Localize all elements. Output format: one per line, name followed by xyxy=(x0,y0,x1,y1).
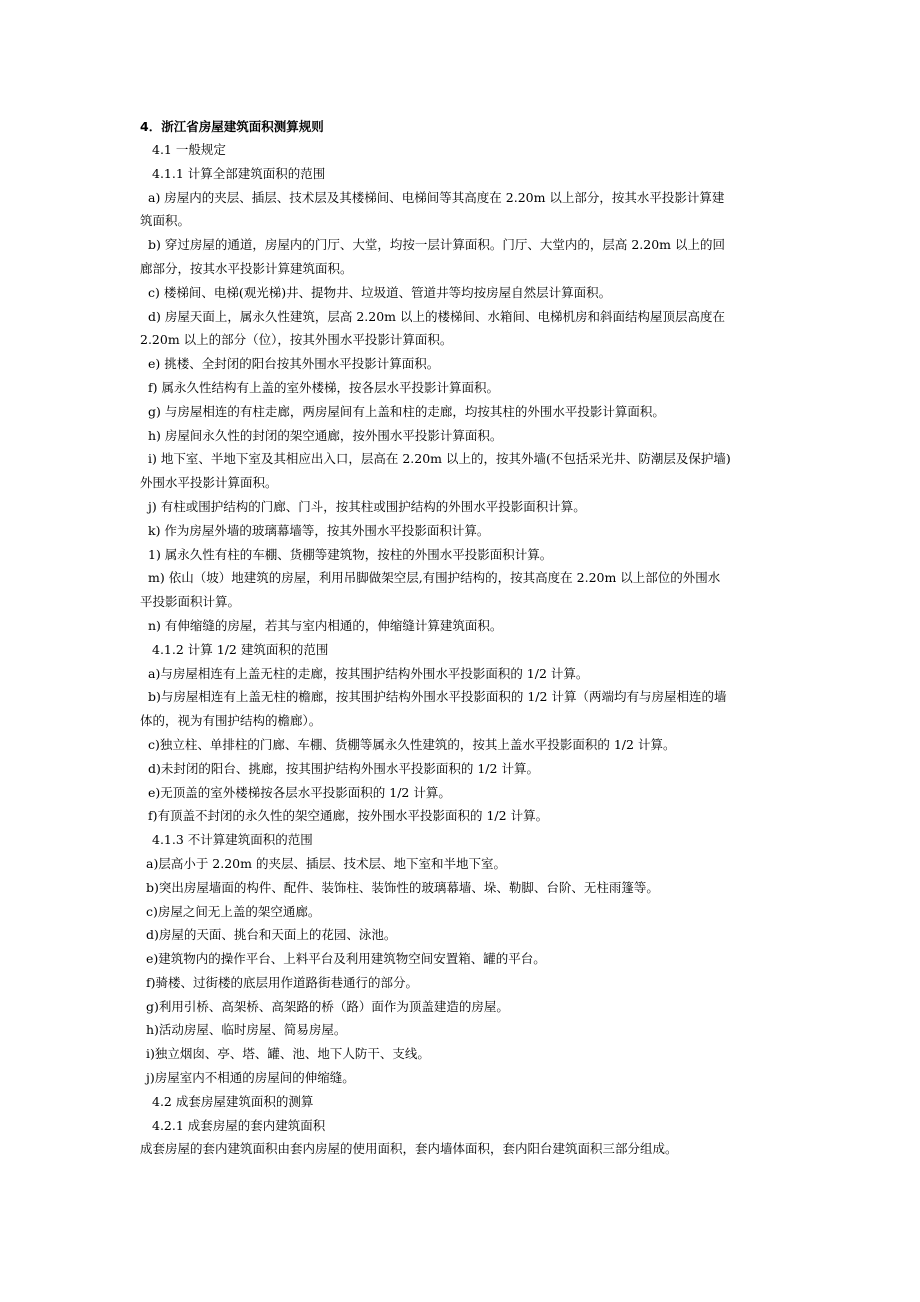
section-title: 4．浙江省房屋建筑面积测算规则 xyxy=(140,119,324,134)
paragraph-line: b)突出房屋墙面的构件、配件、装饰柱、装饰性的玻璃幕墙、垛、勒脚、台阶、无柱雨篷等。 xyxy=(146,879,659,895)
paragraph-line: d)房屋的天面、挑台和天面上的花园、泳池。 xyxy=(146,927,397,943)
paragraph-line: c)独立柱、单排柱的门廊、车棚、货棚等属永久性建筑的，按其上盖水平投影面积的 1/2 计算。 xyxy=(148,736,676,752)
paragraph-line: 体的，视为有围护结构的檐廊）。 xyxy=(140,713,322,729)
paragraph-line: c) 楼梯间、电梯(观光梯)井、提物井、垃圾道、管道井等均按房屋自然层计算面积。 xyxy=(148,284,612,300)
paragraph-line: e) 挑楼、全封闭的阳台按其外围水平投影计算面积。 xyxy=(148,356,440,372)
document-page xyxy=(140,116,790,1161)
paragraph-line: b) 穿过房屋的通道，房屋内的门厅、大堂，均按一层计算面积。门厅、大堂内的，层高 2.20m 以上的回 xyxy=(148,237,725,253)
paragraph-line: b)与房屋相连有上盖无柱的檐廊，按其围护结构外围水平投影面积的 1/2 计算（两端均有与房屋相连的墙 xyxy=(148,689,727,705)
paragraph-line: d)未封闭的阳台、挑廊，按其围护结构外围水平投影面积的 1/2 计算。 xyxy=(148,760,539,776)
paragraph-line: 2.20m 以上的部分（位），按其外围水平投影计算面积。 xyxy=(140,332,453,348)
paragraph-line: 外围水平投影计算面积。 xyxy=(140,475,278,491)
heading-4-2: 4.2 成套房屋建筑面积的测算 xyxy=(152,1093,314,1109)
paragraph-line: d) 房屋天面上，属永久性建筑，层高 2.20m 以上的楼梯间、水箱间、电梯机房和斜面结构屋顶层高度在 xyxy=(148,308,725,324)
paragraph-line: n) 有伸缩缝的房屋，若其与室内相通的，伸缩缝计算建筑面积。 xyxy=(148,617,503,633)
paragraph-line: 成套房屋的套内建筑面积由套内房屋的使用面积，套内墙体面积，套内阳台建筑面积三部分组成。 xyxy=(140,1141,678,1157)
paragraph-line: e)无顶盖的室外楼梯按各层水平投影面积的 1/2 计算。 xyxy=(148,784,451,800)
paragraph-line: f)有顶盖不封闭的永久性的架空通廊，按外围水平投影面积的 1/2 计算。 xyxy=(148,808,549,824)
paragraph-line: h)活动房屋、临时房屋、简易房屋。 xyxy=(146,1022,347,1038)
paragraph-line: f)骑楼、过街楼的底层用作道路街巷通行的部分。 xyxy=(146,974,419,990)
paragraph-line: j)房屋室内不相通的房屋间的伸缩缝。 xyxy=(146,1070,355,1086)
heading-4-1: 4.1 一般规定 xyxy=(152,142,226,157)
heading-4-1-2: 4.1.2 计算 1/2 建筑面积的范围 xyxy=(152,641,329,657)
heading-4-1-3: 4.1.3 不计算建筑面积的范围 xyxy=(152,832,313,848)
paragraph-line: i) 地下室、半地下室及其相应出入口，层高在 2.20m 以上的，按其外墙(不包括采光井、防潮层及保护墙) xyxy=(148,451,731,467)
paragraph-line: m) 依山（坡）地建筑的房屋，利用吊脚做架空层,有围护结构的，按其高度在 2.20m 以上部位的外围水 xyxy=(148,570,721,586)
paragraph-line: k) 作为房屋外墙的玻璃幕墙等，按其外围水平投影面积计算。 xyxy=(148,522,490,538)
paragraph-line: g)利用引桥、高架桥、高架路的桥（路）面作为顶盖建造的房屋。 xyxy=(146,998,509,1014)
paragraph-line: h) 房屋间永久性的封闭的架空通廊，按外围水平投影计算面积。 xyxy=(148,427,503,443)
paragraph-line: 1) 属永久性有柱的车棚、货棚等建筑物，按柱的外围水平投影面积计算。 xyxy=(148,546,553,562)
paragraph-line: a)层高小于 2.20m 的夹层、插层、技术层、地下室和半地下室。 xyxy=(146,855,506,871)
paragraph-line: g) 与房屋相连的有柱走廊，两房屋间有上盖和柱的走廊，均按其柱的外围水平投影计算面积。 xyxy=(148,403,665,419)
paragraph-line: 廊部分，按其水平投影计算建筑面积。 xyxy=(140,260,353,276)
paragraph-line: i)独立烟囱、亭、塔、罐、池、地下人防干、支线。 xyxy=(146,1046,430,1062)
heading-4-1-1: 4.1.1 计算全部建筑面积的范围 xyxy=(152,165,326,181)
paragraph-line: e)建筑物内的操作平台、上料平台及利用建筑物空间安置箱、罐的平台。 xyxy=(146,951,546,967)
heading-4-2-1: 4.2.1 成套房屋的套内建筑面积 xyxy=(152,1117,326,1133)
paragraph-line: a) 房屋内的夹层、插层、技术层及其楼梯间、电梯间等其高度在 2.20m 以上部分，按其水平投影计算建 xyxy=(148,189,725,205)
paragraph-line: 平投影面积计算。 xyxy=(140,594,241,610)
paragraph-line: 筑面积。 xyxy=(140,213,191,229)
paragraph-line: f) 属永久性结构有上盖的室外楼梯，按各层水平投影计算面积。 xyxy=(148,379,499,395)
paragraph-line: c)房屋之间无上盖的架空通廊。 xyxy=(146,903,321,919)
paragraph-line: j) 有柱或围护结构的门廊、门斗，按其柱或围护结构的外围水平投影面积计算。 xyxy=(148,498,586,514)
paragraph-line: a)与房屋相连有上盖无柱的走廊，按其围护结构外围水平投影面积的 1/2 计算。 xyxy=(148,665,589,681)
